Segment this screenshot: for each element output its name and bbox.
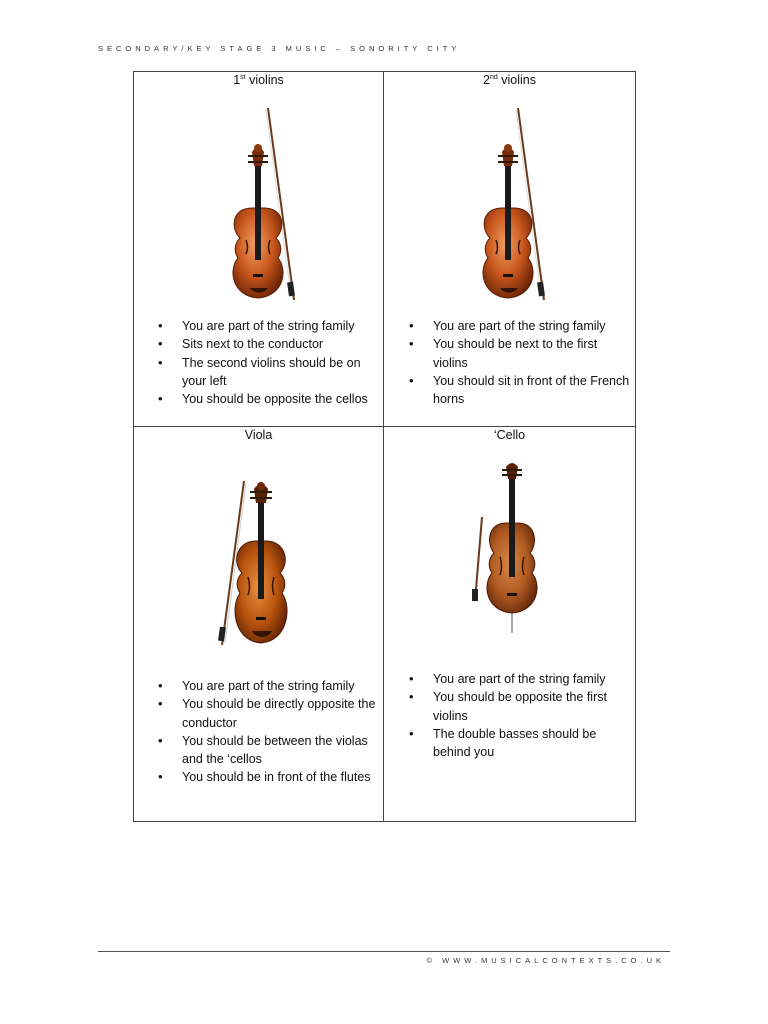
fact-list: [409, 317, 634, 408]
list-item: • You should be between the violas and the ‘cellos: [158, 732, 383, 769]
list-item: • You should sit in front of the French horns: [409, 372, 634, 409]
card-title: 2nd violins: [483, 73, 536, 87]
card-title: 1st violins: [233, 73, 284, 87]
list-item: • You are part of the string family: [409, 317, 634, 335]
list-item: • The second violins should be on your left: [158, 354, 383, 391]
list-item: • You should be opposite the cellos: [158, 390, 383, 408]
page-footer: © WWW.MUSICALCONTEXTS.CO.UK: [426, 956, 665, 965]
card-title: Viola: [244, 428, 273, 442]
list-item: • You should be in front of the flutes: [158, 768, 383, 786]
violin-icon: [222, 104, 302, 304]
list-item: • You are part of the string family: [409, 670, 634, 688]
card-title: ‘Cello: [493, 428, 526, 442]
card-cello: [384, 427, 635, 821]
card-viola: [134, 427, 384, 821]
fact-list: [409, 670, 634, 761]
list-item: • You should be next to the first violins: [409, 335, 634, 372]
page-header: SECONDARY/KEY STAGE 3 MUSIC – SONORITY CITY: [98, 44, 461, 53]
violin-icon: [472, 104, 552, 304]
list-item: • You are part of the string family: [158, 317, 383, 335]
list-item: • You are part of the string family: [158, 677, 383, 695]
fact-list: [158, 317, 383, 408]
card-first-violins: [134, 72, 384, 427]
list-item: • Sits next to the conductor: [158, 335, 383, 353]
instrument-card-grid: [133, 71, 636, 822]
list-item: • The double basses should be behind you: [409, 725, 634, 762]
card-second-violins: [384, 72, 635, 427]
cello-icon: [472, 461, 552, 636]
fact-list: [158, 677, 383, 787]
list-item: • You should be opposite the first violins: [409, 688, 634, 725]
viola-icon: [216, 477, 306, 652]
footer-divider: [98, 951, 670, 952]
list-item: • You should be directly opposite the conductor: [158, 695, 383, 732]
